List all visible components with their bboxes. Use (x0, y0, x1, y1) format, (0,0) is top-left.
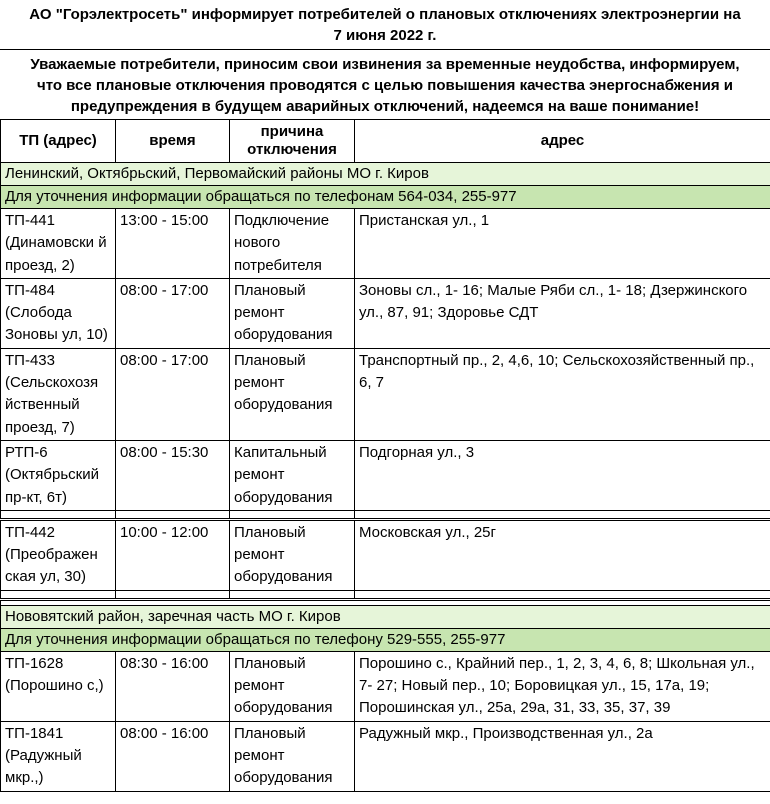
phone-row (1, 628, 770, 651)
column-header-reason: причина отключения (230, 120, 355, 163)
table-row (1, 440, 770, 510)
address-cell: Зоновы сл., 1- 16; Малые Ряби сл., 1- 18; Дзержинского ул., 87, 91; Здоровье СДТ (355, 278, 770, 348)
table-row (1, 519, 770, 590)
time-cell: 08:00 - 17:00 (116, 348, 230, 440)
reason-cell: Капитальный ремонт оборудования (230, 440, 355, 510)
notice-line-2: что все плановые отключения проводятся с целью повышения качества энергоснабжения и (36, 77, 733, 94)
reason-cell: Подключение нового потребителя (230, 209, 355, 279)
spacer-cell (230, 510, 355, 519)
tp-cell: ТП-1628 (Порошино с,) (1, 651, 116, 721)
table-row (1, 278, 770, 348)
phone-row (1, 186, 770, 209)
tp-cell: ТП-441 (Динамовски й проезд, 2) (1, 209, 116, 279)
time-cell: 08:00 - 16:00 (116, 721, 230, 791)
spacer-row (1, 510, 770, 519)
spacer-row (1, 590, 770, 599)
time-cell: 08:30 - 16:00 (116, 651, 230, 721)
tp-cell: ТП-433 (Сельскохозя йственный проезд, 7) (1, 348, 116, 440)
table-row (1, 651, 770, 721)
time-cell: 08:00 - 17:00 (116, 278, 230, 348)
column-header-address: адрес (355, 120, 770, 163)
spacer-cell (355, 590, 770, 599)
time-cell: 08:00 - 15:30 (116, 440, 230, 510)
column-header-tp: ТП (адрес) (1, 120, 116, 163)
tp-cell: ТП-484 (Слобода Зоновы ул, 10) (1, 278, 116, 348)
reason-cell: Плановый ремонт оборудования (230, 651, 355, 721)
table-row (1, 348, 770, 440)
address-cell: Радужный мкр., Производственная ул., 2а (355, 721, 770, 791)
address-cell: Транспортный пр., 2, 4,6, 10; Сельскохозяйственный пр., 6, 7 (355, 348, 770, 440)
table-row (1, 209, 770, 279)
time-cell: 10:00 - 12:00 (116, 519, 230, 590)
phone-info: Для уточнения информации обращаться по телефонам 564-034, 255-977 (1, 186, 770, 209)
tp-cell: ТП-1841 (Радужный мкр.,) (1, 721, 116, 791)
reason-cell: Плановый ремонт оборудования (230, 721, 355, 791)
district-name: Ленинский, Октябрьский, Первомайский районы МО г. Киров (1, 163, 770, 186)
table-header-row (1, 120, 770, 163)
column-header-time: время (116, 120, 230, 163)
title-line-2: 7 июня 2022 г. (333, 27, 437, 44)
apology-notice (0, 49, 770, 119)
spacer-cell (230, 590, 355, 599)
district-row (1, 163, 770, 186)
time-cell: 13:00 - 15:00 (116, 209, 230, 279)
address-cell: Подгорная ул., 3 (355, 440, 770, 510)
reason-cell: Плановый ремонт оборудования (230, 348, 355, 440)
reason-cell: Плановый ремонт оборудования (230, 519, 355, 590)
address-cell: Московская ул., 25г (355, 519, 770, 590)
spacer-cell (116, 590, 230, 599)
outage-table (0, 119, 770, 792)
phone-info: Для уточнения информации обращаться по телефону 529-555, 255-977 (1, 628, 770, 651)
reason-cell: Плановый ремонт оборудования (230, 278, 355, 348)
announcement-title (0, 0, 770, 46)
district-row (1, 605, 770, 628)
tp-cell: ТП-442 (Преображен ская ул, 30) (1, 519, 116, 590)
tp-cell: РТП-6 (Октябрьский пр-кт, 6т) (1, 440, 116, 510)
notice-line-1: Уважаемые потребители, приносим свои извинения за временные неудобства, информируем, (30, 56, 740, 73)
address-cell: Порошино с., Крайний пер., 1, 2, 3, 4, 6, 8; Школьная ул., 7- 27; Новый пер., 10; Боровицкая ул., 15, 17а, 19; Порошинская ул., 25а, 29а, 31, 33, 35, 37, 39 (355, 651, 770, 721)
spacer-cell (355, 510, 770, 519)
spacer-cell (116, 510, 230, 519)
spacer-cell (1, 510, 116, 519)
notice-line-3: предупреждения в будущем аварийных отключений, надеемся на ваше понимание! (70, 98, 700, 115)
spacer-cell (1, 590, 116, 599)
district-name: Нововятский район, заречная часть МО г. Киров (1, 605, 770, 628)
title-line-1: АО "Горэлектросеть" информирует потребителей о плановых отключениях электроэнергии на (29, 6, 741, 23)
address-cell: Пристанская ул., 1 (355, 209, 770, 279)
table-row (1, 721, 770, 791)
